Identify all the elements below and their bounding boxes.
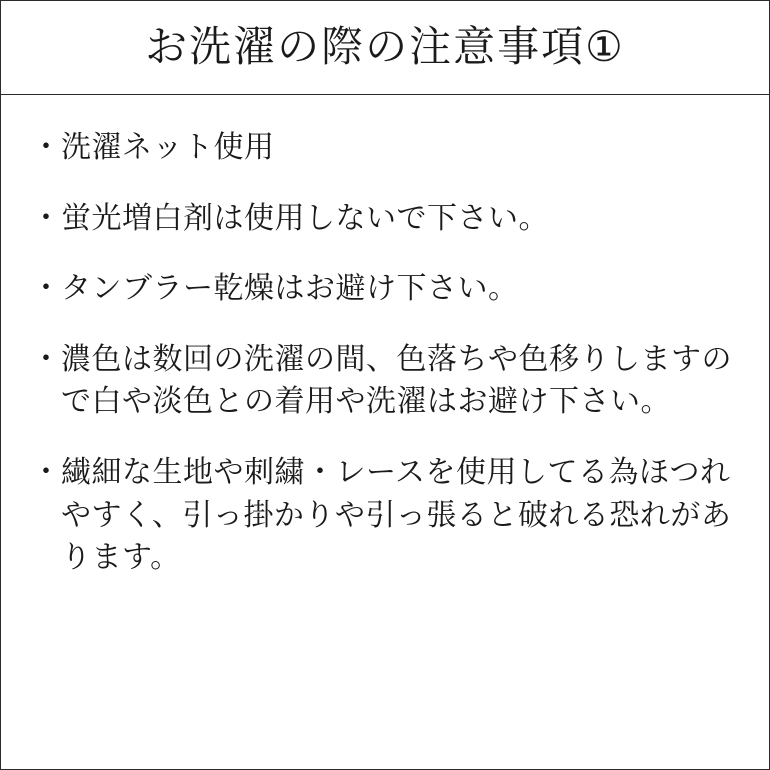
list-item-text: 蛍光増白剤は使用しないで下さい。 <box>61 200 549 236</box>
bullet-icon: ・ <box>31 130 61 165</box>
list-item-text: 洗濯ネット使用 <box>61 130 275 165</box>
list-item-text: 繊細な生地や刺繍・レースを使用してる為ほつれやすく、引っ掛かりや引っ張ると破れる恐れがあります。 <box>61 454 732 576</box>
list-item <box>31 452 735 580</box>
bullet-icon: ・ <box>31 271 61 307</box>
bullet-icon: ・ <box>31 200 61 236</box>
list-item <box>31 198 735 241</box>
page-title: お洗濯の際の注意事項① <box>145 22 625 72</box>
list-item <box>31 339 735 424</box>
card-header <box>1 1 769 95</box>
bullet-icon: ・ <box>31 341 61 377</box>
bullet-icon: ・ <box>31 454 61 490</box>
list-item-text: 濃色は数回の洗濯の間、色落ちや色移りしますので白や淡色との着用や洗濯はお避け下さい。 <box>61 341 732 420</box>
list-item <box>31 127 735 170</box>
list-item <box>31 268 735 311</box>
list-item-text: タンブラー乾燥はお避け下さい。 <box>61 271 519 307</box>
card-body <box>1 95 769 769</box>
care-notes-list <box>31 127 735 580</box>
